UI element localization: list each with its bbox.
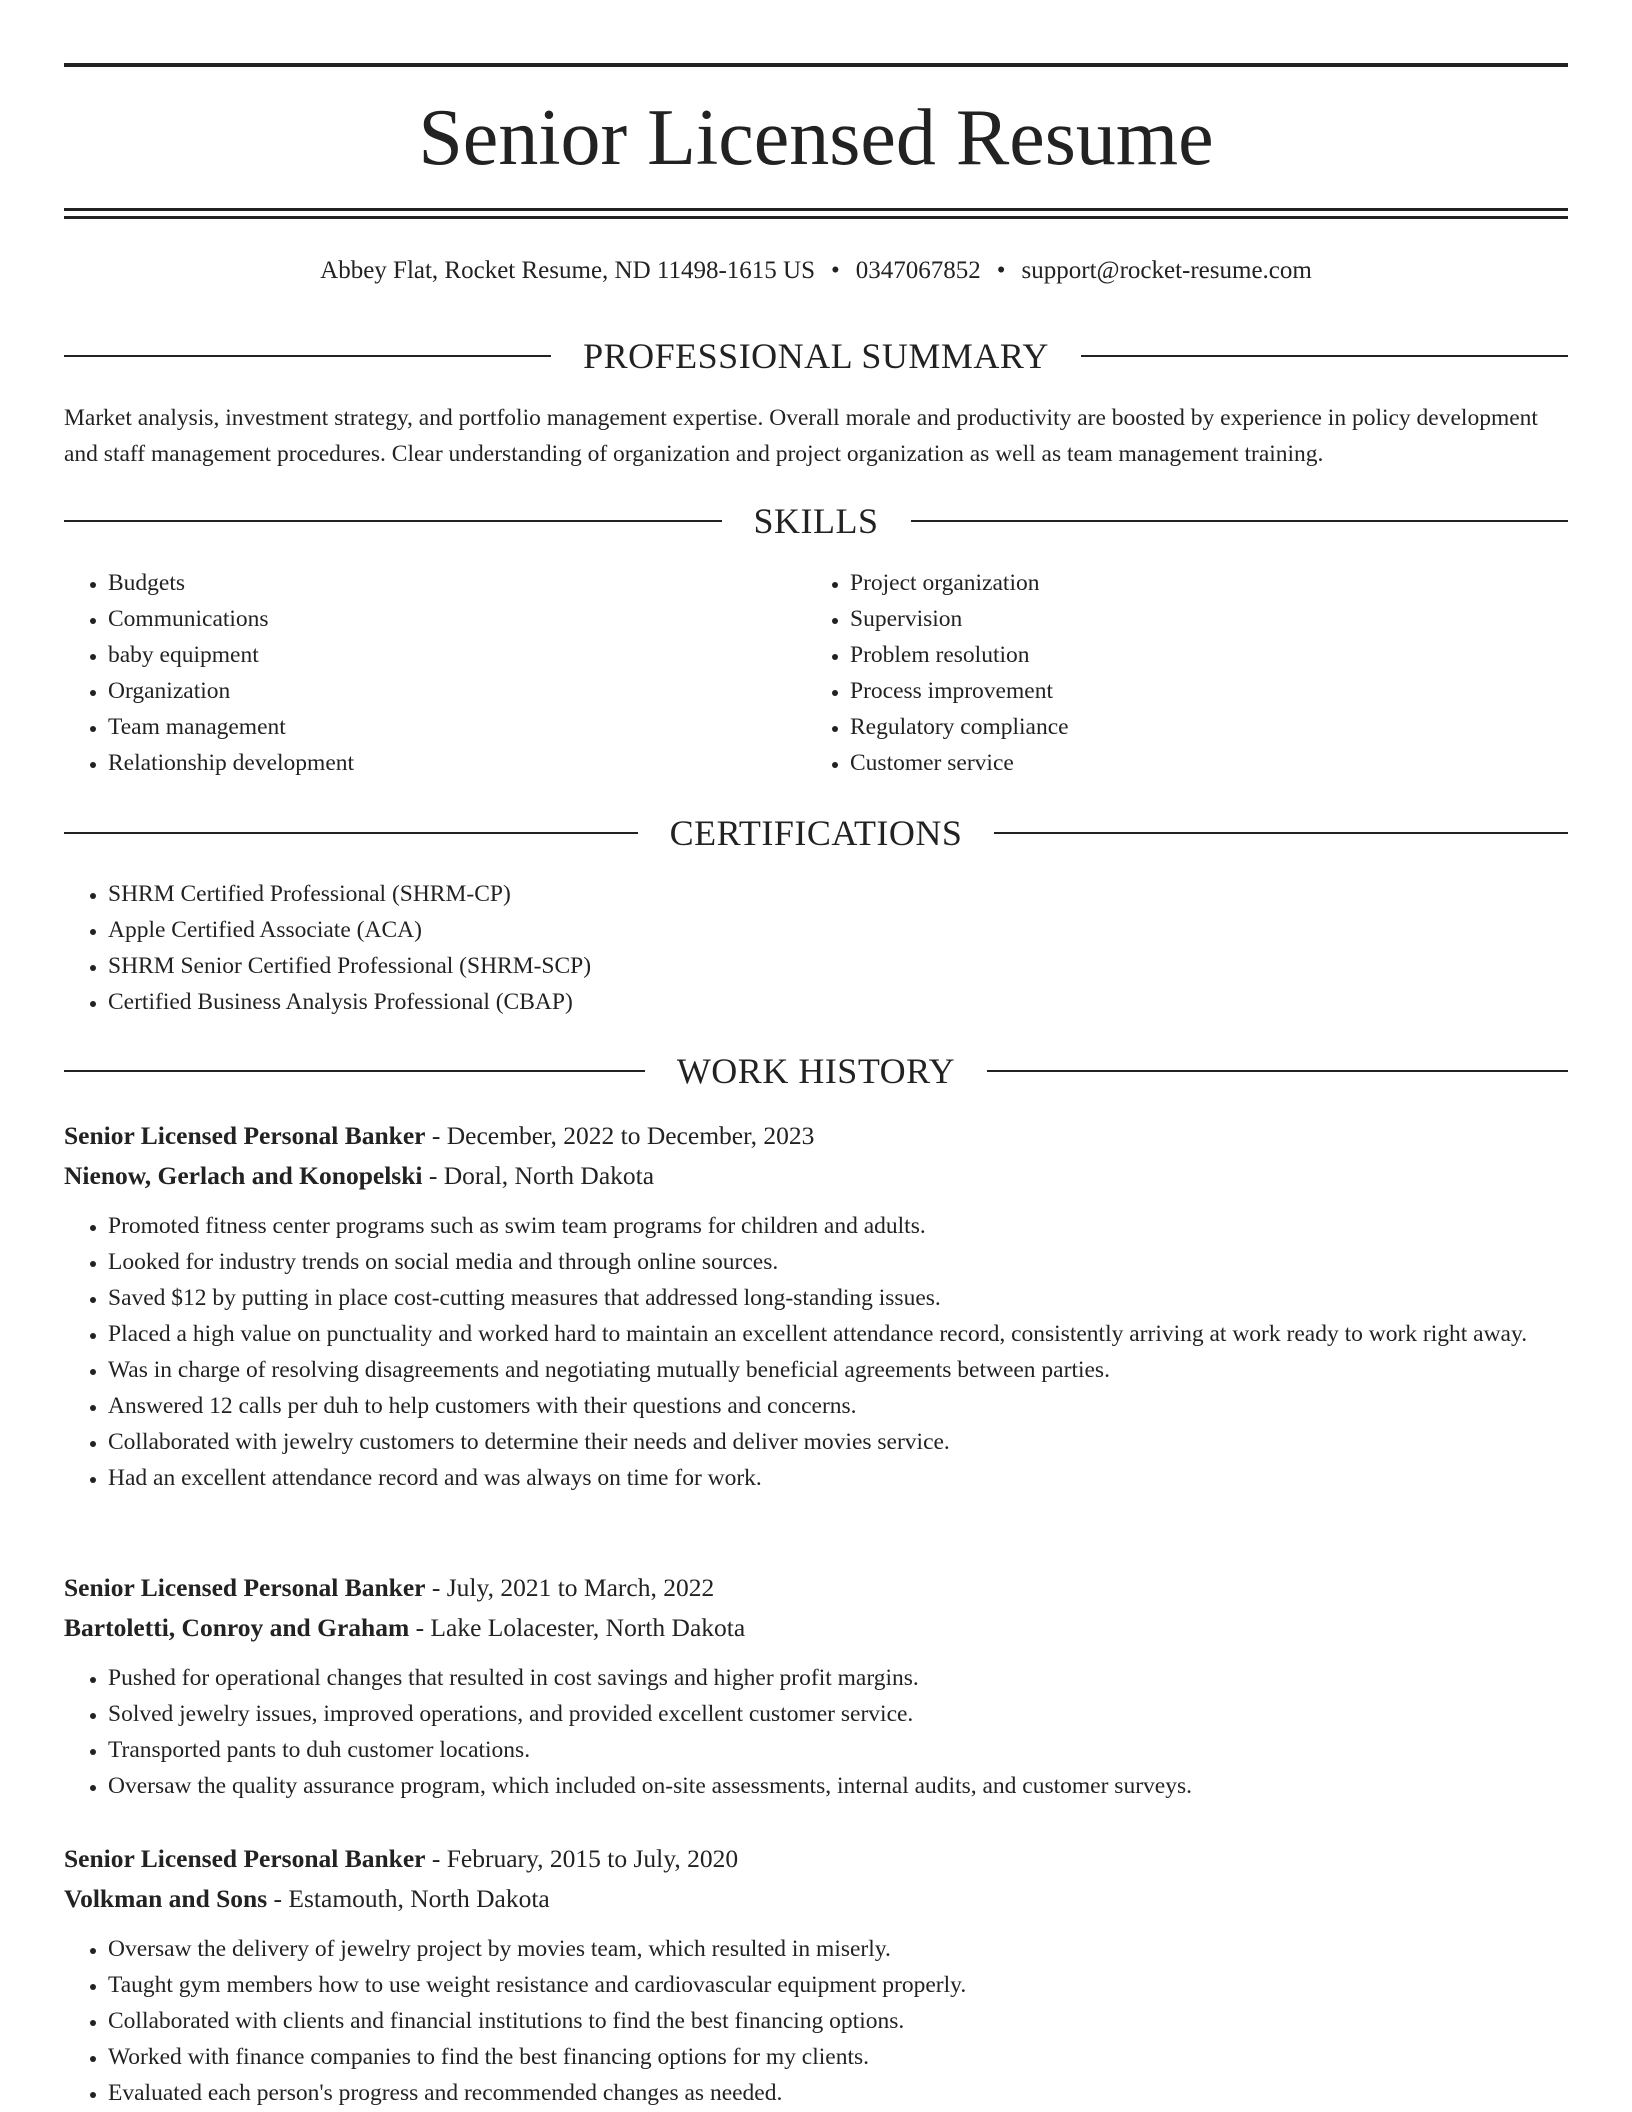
section-heading-work-history	[64, 1049, 1568, 1093]
job-bullet: • Collaborated with jewelry customers to determine their needs and deliver movies service.	[108, 1424, 1568, 1460]
job-bullet: • Collaborated with clients and financial institutions to find the best financing options.	[108, 2003, 1568, 2039]
contact-email: support@rocket-resume.com	[1021, 257, 1312, 284]
job-title: Senior Licensed Personal Banker	[64, 1844, 426, 1873]
section-title: WORK HISTORY	[676, 1051, 956, 1091]
job-title: Senior Licensed Personal Banker	[64, 1121, 426, 1150]
contact-separator: •	[831, 257, 840, 284]
heading-rule	[911, 520, 1569, 522]
certification-item: • Apple Certified Associate (ACA)	[108, 912, 1464, 948]
skill-item: • Regulatory compliance	[850, 709, 1506, 745]
heading-rule	[64, 520, 722, 522]
skill-item: • Team management	[108, 709, 764, 745]
job-company-line	[64, 1879, 1568, 1919]
job-company-line	[64, 1156, 1568, 1196]
skills-column-right	[806, 565, 1506, 781]
job-bullet: • Worked with finance companies to find the best financing options for my clients.	[108, 2039, 1568, 2075]
job-bullet: • Placed a high value on punctuality and worked hard to maintain an excellent attendance record, consistently arriving at work ready to work right away.	[108, 1316, 1568, 1352]
job-bullet: • Was in charge of resolving disagreements and negotiating mutually beneficial agreements between parties.	[108, 1352, 1568, 1388]
job-dates: - February, 2015 to July, 2020	[425, 1844, 739, 1873]
job-location: - Lake Lolacester, North Dakota	[409, 1613, 746, 1642]
section-title: PROFESSIONAL SUMMARY	[583, 336, 1049, 376]
certification-item: • SHRM Certified Professional (SHRM-CP)	[108, 876, 1464, 912]
job-bullets	[64, 1660, 1568, 1804]
skill-item: • Supervision	[850, 601, 1506, 637]
contact-address: Abbey Flat, Rocket Resume, ND 11498-1615 US	[320, 257, 816, 284]
job-location: - Estamouth, North Dakota	[267, 1884, 550, 1913]
heading-rule	[64, 355, 551, 357]
certifications-list	[64, 876, 1464, 1020]
job-bullet: • Looked for industry trends on social media and through online sources.	[108, 1244, 1568, 1280]
section-title: SKILLS	[753, 501, 879, 541]
skill-item: • baby equipment	[108, 637, 764, 673]
skill-item: • Project organization	[850, 565, 1506, 601]
job-bullet: • Taught gym members how to use weight resistance and cardiovascular equipment properly.	[108, 1967, 1568, 2003]
certification-item: • Certified Business Analysis Professional (CBAP)	[108, 984, 1464, 1020]
job-bullet: • Had an excellent attendance record and was always on time for work.	[108, 1460, 1568, 1496]
skill-item: • Relationship development	[108, 745, 764, 781]
heading-rule	[64, 1070, 645, 1072]
heading-rule	[987, 1070, 1568, 1072]
job-title-line	[64, 1839, 1568, 1879]
skill-item: • Budgets	[108, 565, 764, 601]
contact-separator: •	[996, 257, 1006, 284]
job-entry	[64, 1839, 1568, 2111]
section-heading-summary	[64, 334, 1568, 378]
job-company: Volkman and Sons	[64, 1884, 268, 1913]
job-bullets	[64, 1208, 1568, 1496]
skill-item: • Process improvement	[850, 673, 1506, 709]
section-heading-certifications	[64, 811, 1568, 855]
job-dates: - July, 2021 to March, 2022	[425, 1573, 715, 1602]
job-title-line	[64, 1568, 1568, 1608]
job-entry	[64, 1568, 1568, 1804]
job-dates: - December, 2022 to December, 2023	[425, 1121, 815, 1150]
job-bullets	[64, 1931, 1568, 2111]
job-bullet: • Answered 12 calls per duh to help customers with their questions and concerns.	[108, 1388, 1568, 1424]
title-rule-upper	[64, 208, 1568, 211]
job-location: - Doral, North Dakota	[422, 1161, 655, 1190]
top-rule	[64, 63, 1568, 67]
job-company-line	[64, 1608, 1568, 1648]
certification-item: • SHRM Senior Certified Professional (SHRM-SCP)	[108, 948, 1464, 984]
job-bullet: • Transported pants to duh customer locations.	[108, 1732, 1568, 1768]
job-bullet: • Solved jewelry issues, improved operations, and provided excellent customer service.	[108, 1696, 1568, 1732]
job-company: Bartoletti, Conroy and Graham	[64, 1613, 410, 1642]
contact-line	[64, 254, 1568, 288]
section-title: CERTIFICATIONS	[669, 813, 963, 853]
heading-rule	[994, 832, 1568, 834]
contact-phone: 0347067852	[855, 257, 981, 284]
skill-item: • Organization	[108, 673, 764, 709]
skill-item: • Communications	[108, 601, 764, 637]
job-bullet: • Promoted fitness center programs such as swim team programs for children and adults.	[108, 1208, 1568, 1244]
skills-column-left	[64, 565, 764, 781]
summary-text: Market analysis, investment strategy, and portfolio management expertise. Overall morale and productivity are boosted by experience in policy development and staff management procedures. Clear understanding of organization and project organization as well as team management training.	[64, 405, 1538, 467]
skill-item: • Customer service	[850, 745, 1506, 781]
job-bullet: • Oversaw the delivery of jewelry project by movies team, which resulted in miserly.	[108, 1931, 1568, 1967]
resume-title: Senior Licensed Resume	[418, 94, 1214, 182]
heading-rule	[1081, 355, 1568, 357]
job-title: Senior Licensed Personal Banker	[64, 1573, 426, 1602]
job-bullet: • Oversaw the quality assurance program, which included on-site assessments, internal audits, and customer surveys.	[108, 1768, 1568, 1804]
skill-item: • Problem resolution	[850, 637, 1506, 673]
job-title-line	[64, 1116, 1568, 1156]
heading-rule	[64, 832, 638, 834]
job-bullet: • Evaluated each person's progress and recommended changes as needed.	[108, 2075, 1568, 2111]
job-bullet: • Pushed for operational changes that resulted in cost savings and higher profit margins.	[108, 1660, 1568, 1696]
title-rule-lower	[64, 216, 1568, 219]
job-entry	[64, 1116, 1568, 1496]
job-bullet: • Saved $12 by putting in place cost-cutting measures that addressed long-standing issues.	[108, 1280, 1568, 1316]
job-company: Nienow, Gerlach and Konopelski	[64, 1161, 423, 1190]
section-heading-skills	[64, 499, 1568, 543]
